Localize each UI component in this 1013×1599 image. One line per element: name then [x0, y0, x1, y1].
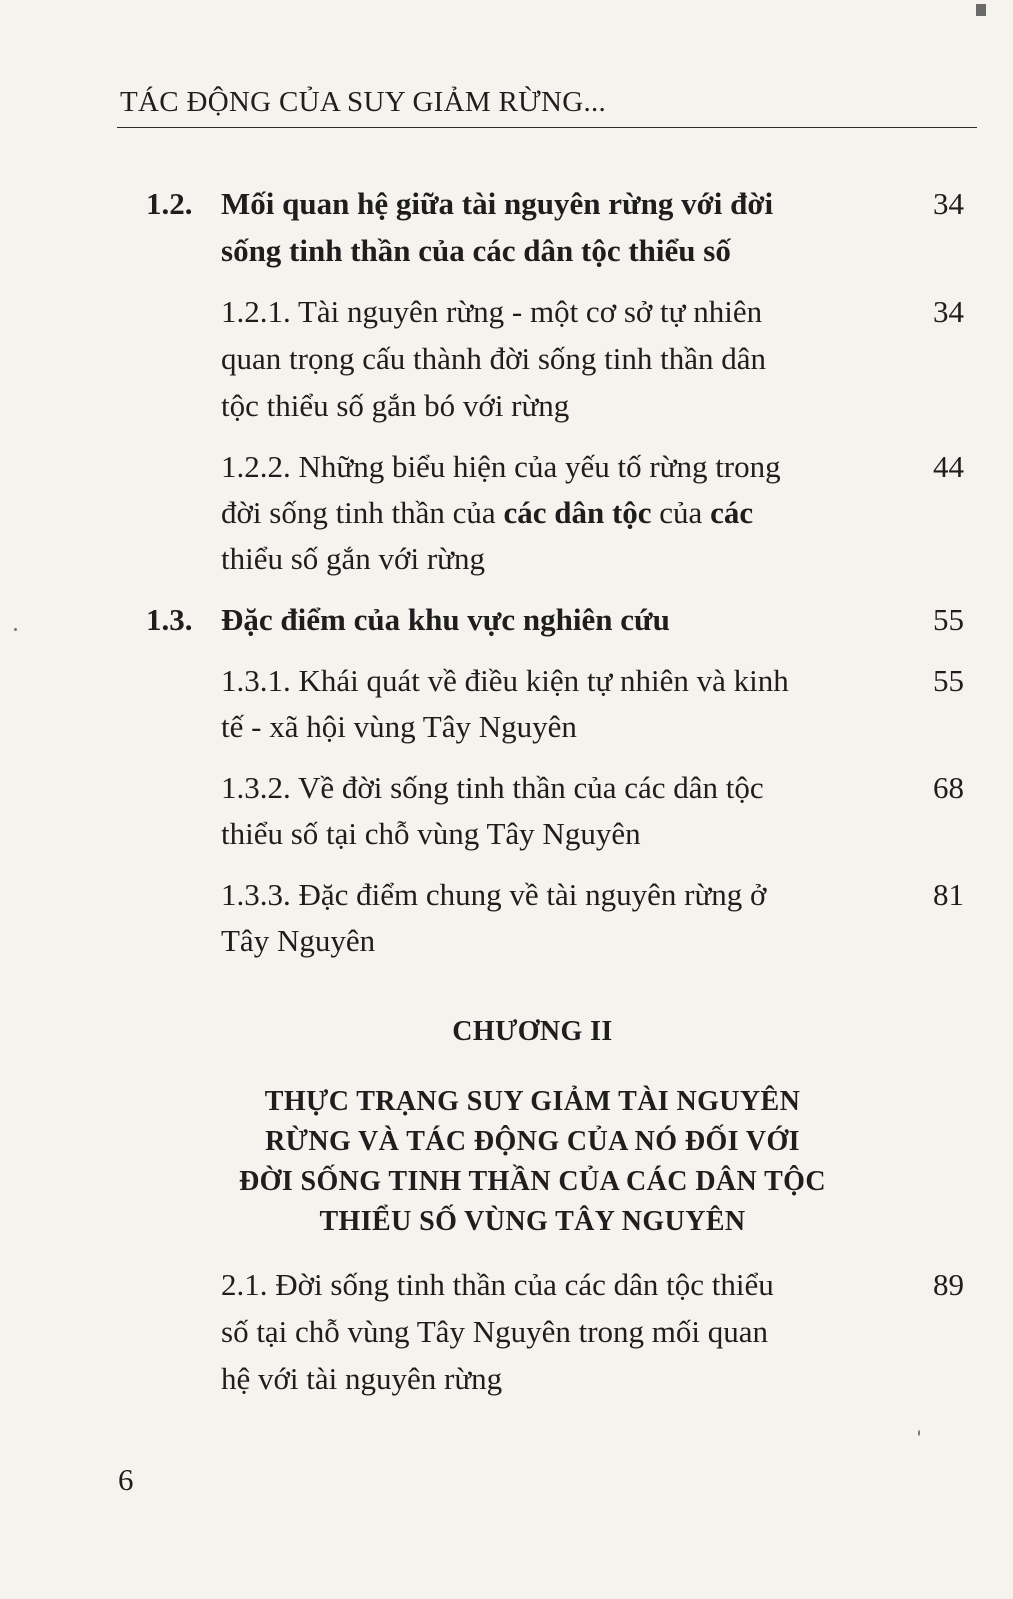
- entry-line: tế - xã hội vùng Tây Nguyên: [221, 709, 577, 744]
- entry-line: thiểu số gắn với rừng: [221, 541, 485, 576]
- entry-line: 1.3.1. Khái quát về điều kiện tự nhiên và kinh: [221, 663, 789, 698]
- chapter-title-line: THỰC TRẠNG SUY GIẢM TÀI NGUYÊN: [264, 1086, 801, 1117]
- print-registration-mark: [976, 4, 986, 16]
- text-run: của: [651, 495, 711, 530]
- entry-line: thiểu số tại chỗ vùng Tây Nguyên: [221, 816, 641, 851]
- entry-line: số tại chỗ vùng Tây Nguyên trong mối quan: [221, 1314, 769, 1349]
- entry-line: 1.2.1. Tài nguyên rừng - một cơ sở tự nhiên: [221, 294, 763, 329]
- page-number: 68: [933, 770, 964, 805]
- section-title-line: Mối quan hệ giữa tài nguyên rừng với đời: [221, 186, 774, 221]
- page-number: 44: [933, 449, 964, 484]
- entry-line: 2.1. Đời sống tinh thần của các dân tộc thiểu: [221, 1267, 774, 1302]
- paper-speck: [14, 628, 17, 631]
- page-number: 89: [933, 1267, 964, 1302]
- page-number: 34: [933, 186, 964, 221]
- entry-line: 1.3.2. Về đời sống tinh thần của các dân tộc: [221, 770, 764, 805]
- section-number: 1.3.: [146, 602, 193, 637]
- text-run: đời sống tinh thần của: [221, 495, 504, 530]
- bold-text-run: các: [710, 495, 754, 530]
- chapter-title-line: ĐỜI SỐNG TINH THẦN CỦA CÁC DÂN TỘC: [239, 1166, 826, 1197]
- entry-line: Tây Nguyên: [221, 923, 376, 958]
- entry-line: hệ với tài nguyên rừng: [221, 1361, 503, 1396]
- entry-line: 1.3.3. Đặc điểm chung về tài nguyên rừng ở: [221, 877, 767, 912]
- section-title-line: Đặc điểm của khu vực nghiên cứu: [221, 602, 670, 637]
- paper-speck: [918, 1430, 920, 1436]
- chapter-title-line: THIỂU SỐ VÙNG TÂY NGUYÊN: [319, 1206, 746, 1237]
- entry-line-mixed: [221, 495, 753, 531]
- running-head: TÁC ĐỘNG CỦA SUY GIẢM RỪNG...: [120, 86, 607, 118]
- section-number: 1.2.: [146, 186, 193, 221]
- chapter-label: CHƯƠNG II: [452, 1016, 613, 1047]
- header-rule: [117, 127, 977, 128]
- page-number: 55: [933, 602, 964, 637]
- entry-line: quan trọng cấu thành đời sống tinh thần dân: [221, 341, 767, 376]
- entry-line: tộc thiểu số gắn bó với rừng: [221, 388, 570, 423]
- bold-text-run: các dân tộc: [503, 495, 652, 530]
- page-number: 34: [933, 294, 964, 329]
- page-folio: 6: [118, 1462, 134, 1497]
- chapter-title-line: RỪNG VÀ TÁC ĐỘNG CỦA NÓ ĐỐI VỚI: [265, 1126, 800, 1157]
- page-number: 81: [933, 877, 964, 912]
- entry-line: 1.2.2. Những biểu hiện của yếu tố rừng trong: [221, 449, 781, 484]
- page-number: 55: [933, 663, 964, 698]
- section-title-line: sống tinh thần của các dân tộc thiểu số: [221, 233, 731, 268]
